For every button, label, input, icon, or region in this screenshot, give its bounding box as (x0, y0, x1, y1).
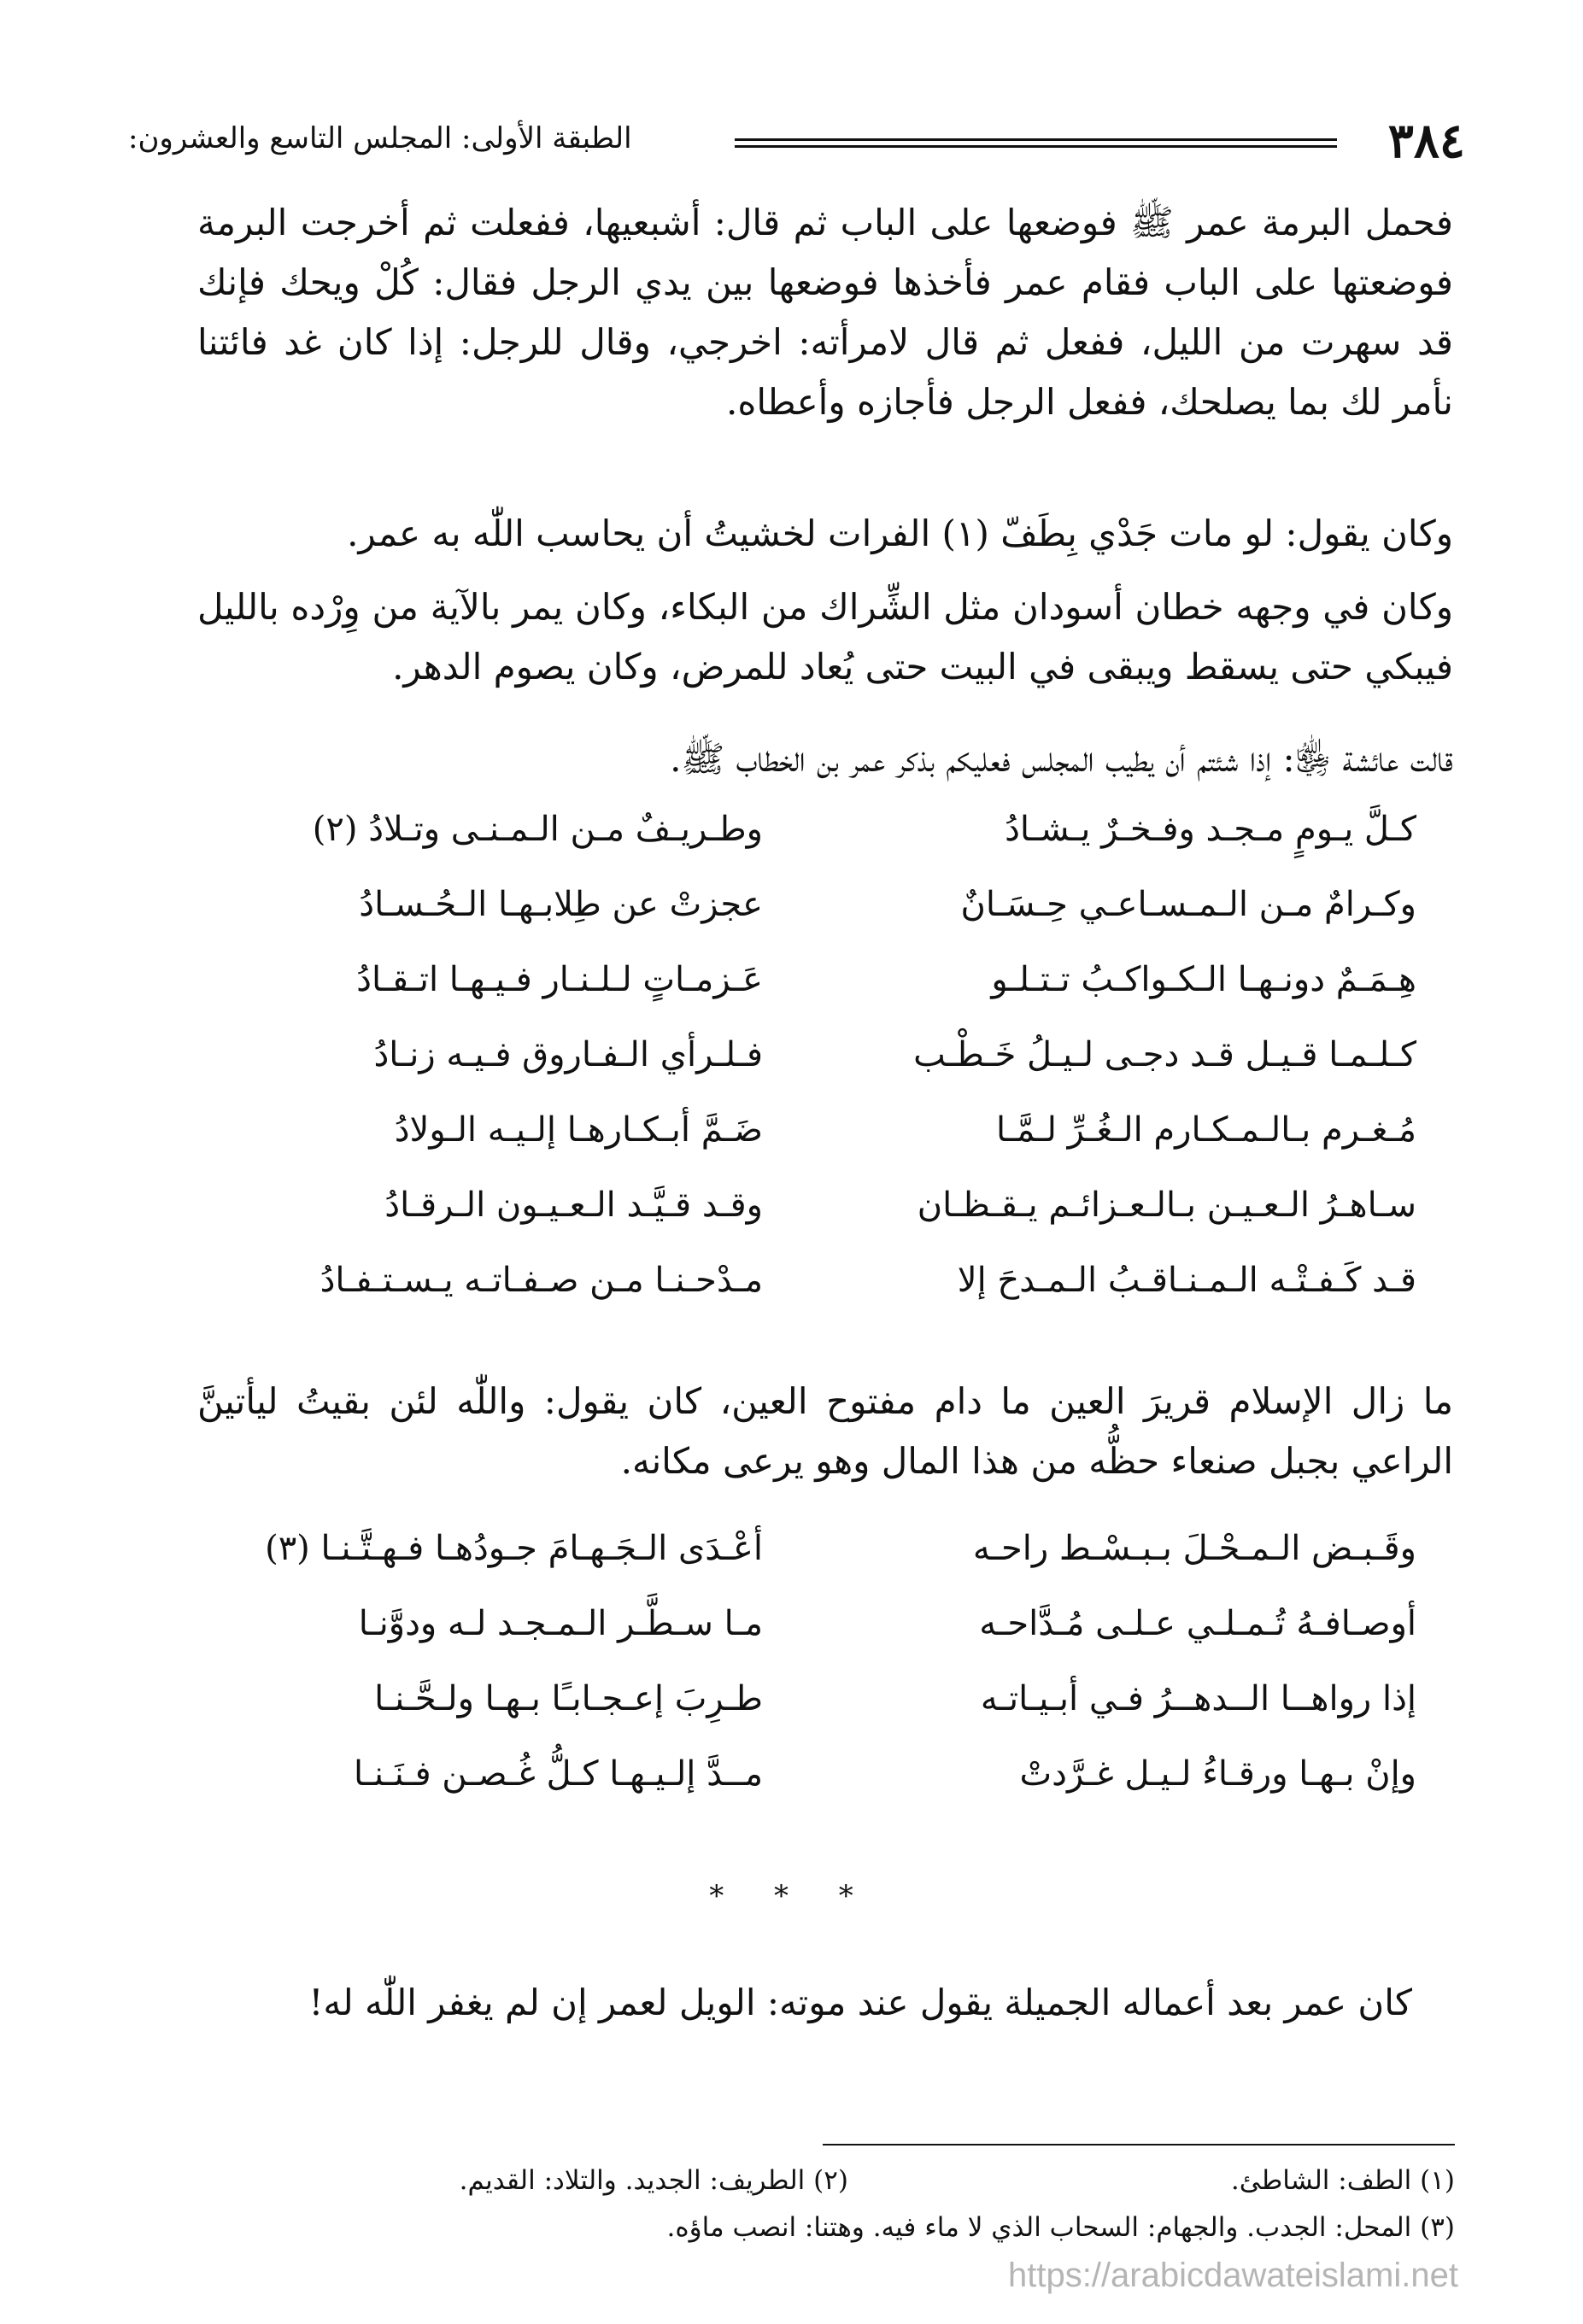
verse (233, 1679, 1455, 1754)
verse-first-hemistich: هِـمَـمٌ دونـهـا الـكـواكـبُ تـتـلـو (991, 960, 1416, 999)
watermark-url: https://arabicdawateislami.net (1008, 2257, 1458, 2294)
verse (233, 1035, 1455, 1110)
verse-first-hemistich: وإنْ بـهـا ورقـاءُ لـيـل غـرَّدتْ (1019, 1754, 1416, 1794)
page-header (128, 113, 1465, 169)
verse (233, 1604, 1455, 1679)
verse-second-hemistich: وقـد قـيَّـد الـعـيـون الـرقـادُ (384, 1185, 763, 1225)
poem-2 (233, 1529, 1455, 1829)
header-double-rule (735, 138, 1337, 148)
verse (233, 960, 1455, 1035)
verse-first-hemistich: سـاهـرُ الـعـيـن بـالـعـزائـم يـقـظـان (917, 1185, 1416, 1225)
paragraph-5: ما زال الإسلام قريرَ العين ما دام مفتوح العين، كان يقول: واللّٰه لئن بقيتُ ليأتينَّ الراعي بجبل صنعاء حظُّه من هذا المال وهو يرعى مكانه. (197, 1380, 1453, 1482)
verse-first-hemistich: وكـرامٌ مـن الـمـسـاعـي حِـسَـانٌ (960, 885, 1416, 924)
verse (233, 1110, 1455, 1185)
poem-1 (233, 810, 1455, 1336)
verse (233, 1261, 1455, 1336)
footnote-1: (١) الطف: الشاطئ. (1230, 2165, 1455, 2196)
verse-first-hemistich: إذا رواهــا الــدهــرُ فـي أبـيـاتـه (980, 1679, 1416, 1718)
verse (233, 1754, 1455, 1829)
verse (233, 810, 1455, 885)
verse (233, 1529, 1455, 1604)
paragraph-3: وكان في وجهه خطان أسودان مثل الشِّراك من البكاء، وكان يمر بالآية من وِرْده بالليل فيبكي حتى يسقط ويبقى في البيت حتى يُعاد للمرض، وكان يصوم الدهر. (197, 586, 1453, 688)
verse-first-hemistich: كـلـمـا قـيـل قـد دجـى لـيـلُ خَـطْـب (913, 1035, 1416, 1074)
verse-first-hemistich: قـد كَـفـتْـه الـمـنـاقـبُ الـمـدحَ إلا (957, 1261, 1416, 1300)
verse-second-hemistich: أعْـدَى الـجَـهـامَ جـودُهـا فـهـتَّـنـا (٣) (265, 1529, 763, 1568)
verse-second-hemistich: مـا سـطَّـر الـمـجـد لـه ودوَّنـا (358, 1604, 763, 1643)
verse (233, 885, 1455, 960)
verse-first-hemistich: كـلَّ يـومٍ مـجـد وفـخـرٌ يـشـادُ (1005, 810, 1416, 849)
paragraph-4: قالت عائشة ﵂: إذا شئتم أن يطيب المجلس فعليكم بذكر عمر بن الخطاب ﷺ. (670, 738, 1453, 780)
footnote-3: (٣) المحل: الجدب. والجهام: السحاب الذي لا ماء فيه. وهتنا: انصب ماؤه. (666, 2212, 1455, 2243)
verse-second-hemistich: فـلـرأي الـفـاروق فـيـه زنـادُ (373, 1035, 763, 1074)
section-separator: * * * (709, 1879, 874, 1913)
verse-second-hemistich: مـدْحـنـا مـن صـفـاتـه يـسـتـفـادُ (320, 1261, 763, 1300)
verse-first-hemistich: مُـغـرم بـالـمـكـارم الـغُـرِّ لـمَّـا (995, 1110, 1416, 1150)
footnote-rule (823, 2144, 1455, 2145)
running-title: الطبقة الأولى: المجلس التاسع والعشرون: (128, 121, 632, 155)
closing-line: كان عمر بعد أعماله الجميلة يقول عند موته: الويل لعمر إن لم يغفر اللّٰه له! (308, 1982, 1412, 2023)
paragraph-1: فحمل البرمة عمر ﷺ فوضعها على الباب ثم قال: أشبعيها، ففعلت ثم أخرجت البرمة فوضعتها على الباب فقام عمر فأخذها فوضعها بين يدي الرجل فقال: كُلْ ويحك فإنك قد سهرت من الليل، ففعل ثم قال لامرأته: اخرجي، وقال للرجل: إذا كان غد فائتنا نأمر لك بما يصلحك، ففعل الرجل فأجازه وأعطاه. (197, 202, 1453, 423)
verse-second-hemistich: مــدَّ إلـيـهـا كـلُّ غُـصـن فـنَـنـا (353, 1754, 763, 1794)
footnote-2: (٢) الطريف: الجديد. والتلاد: القديم. (459, 2165, 848, 2196)
verse-second-hemistich: ضَـمَّ أبـكـارهـا إلـيـه الـولادُ (394, 1110, 763, 1150)
verse (233, 1185, 1455, 1261)
verse-first-hemistich: وقَـبـض الـمـحْـلَ بـبـسْـط راحـه (972, 1529, 1416, 1568)
verse-second-hemistich: وطـريـفٌ مـن الـمـنـى وتـلادُ (٢) (312, 810, 763, 849)
verse-second-hemistich: عجزتْ عن طِلابـهـا الـحُـسـادُ (359, 885, 763, 924)
verse-first-hemistich: أوصـافـهُ تُـمـلـي عـلـى مُـدَّاحـه (979, 1604, 1416, 1643)
verse-second-hemistich: عَـزمـاتٍ لـلـنـار فـيـهـا اتـقـادُ (356, 960, 763, 999)
paragraph-2: وكان يقول: لو مات جَدْي بِطَفّ (١) الفرات لخشيتُ أن يحاسب اللّٰه به عمر. (347, 512, 1453, 554)
verse-second-hemistich: طـرِبَ إعـجـابـًا بـهـا ولـحَّـنـا (374, 1679, 763, 1718)
page-number: ٣٨٤ (1387, 113, 1465, 169)
